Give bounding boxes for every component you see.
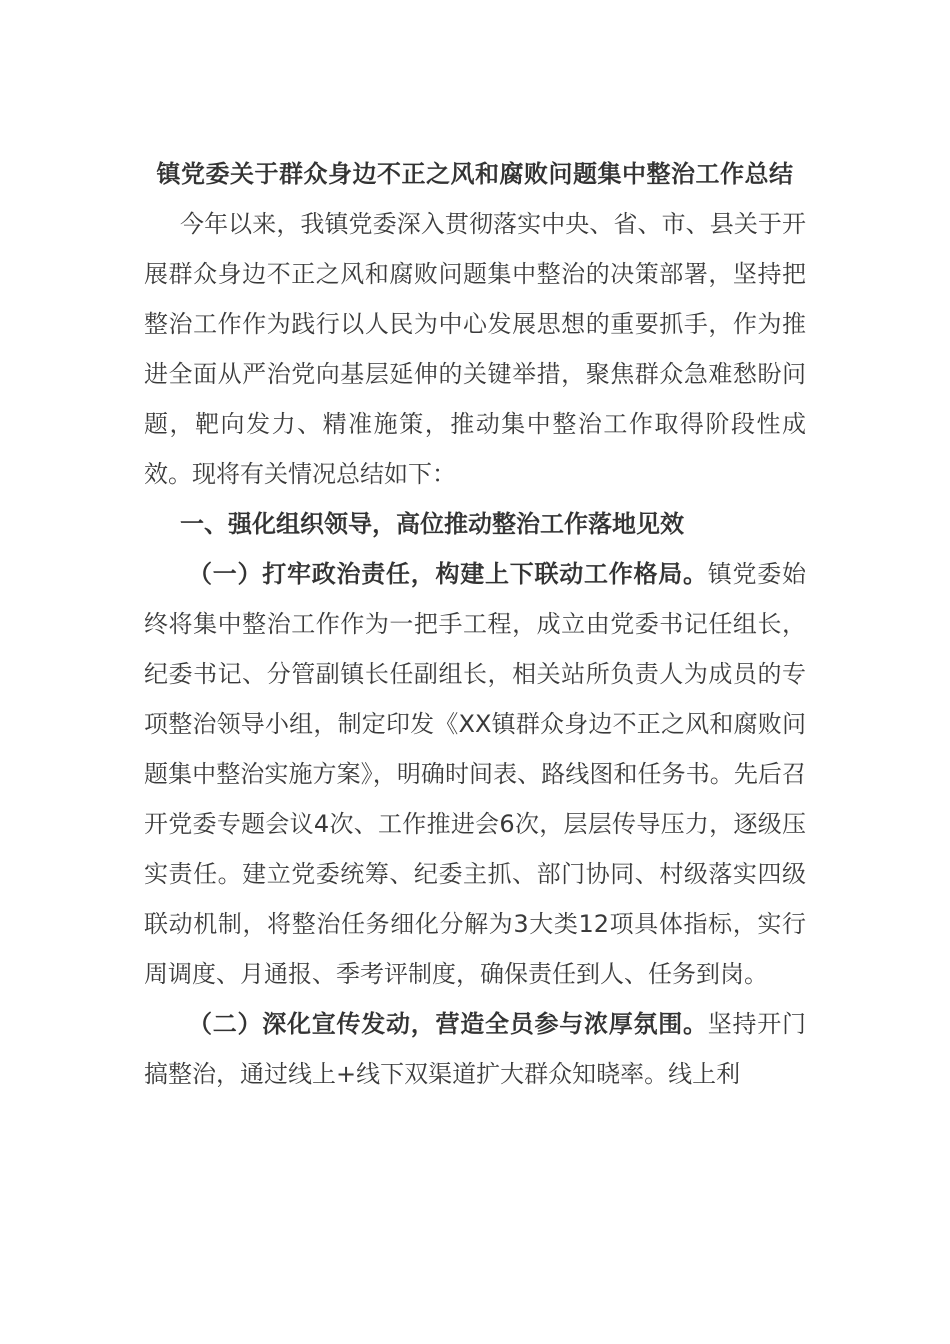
section-heading-1: 一、强化组织领导，高位推动整治工作落地见效	[180, 510, 684, 538]
subsection-text-2: 坚持开门搞整治，通过线上+线下双渠道扩大群众知晓率。线上利	[144, 1010, 806, 1088]
subsection-lead-2: （二）深化宣传发动，营造全员参与浓厚氛围。	[188, 1010, 708, 1038]
subsection-lead-1: （一）打牢政治责任，构建上下联动工作格局。	[188, 560, 708, 588]
intro-paragraph: 今年以来，我镇党委深入贯彻落实中央、省、市、县关于开展群众身边不正之风和腐败问题集中整治的决策部署，坚持把整治工作作为践行以人民为中心发展思想的重要抓手，作为推进全面从严治党向基层延伸的关键举措，聚焦群众急难愁盼问题，靶向发力、精准施策，推动集中整治工作取得阶段性成效。现将有关情况总结如下：	[144, 210, 806, 488]
subsection-paragraph-1	[144, 549, 806, 999]
document-body	[144, 150, 806, 1099]
document-title: 镇党委关于群众身边不正之风和腐败问题集中整治工作总结	[156, 160, 794, 188]
subsection-paragraph-2	[144, 999, 806, 1099]
subsection-text-1: 镇党委始终将集中整治工作作为一把手工程，成立由党委书记任组长，纪委书记、分管副镇长任副组长，相关站所负责人为成员的专项整治领导小组，制定印发《XX镇群众身边不正之风和腐败问题集中整治实施方案》，明确时间表、路线图和任务书。先后召开党委专题会议4次、工作推进会6次，层层传导压力，逐级压实责任。建立党委统筹、纪委主抓、部门协同、村级落实四级联动机制，将整治任务细化分解为3大类12项具体指标，实行周调度、月通报、季考评制度，确保责任到人、任务到岗。	[144, 560, 806, 988]
